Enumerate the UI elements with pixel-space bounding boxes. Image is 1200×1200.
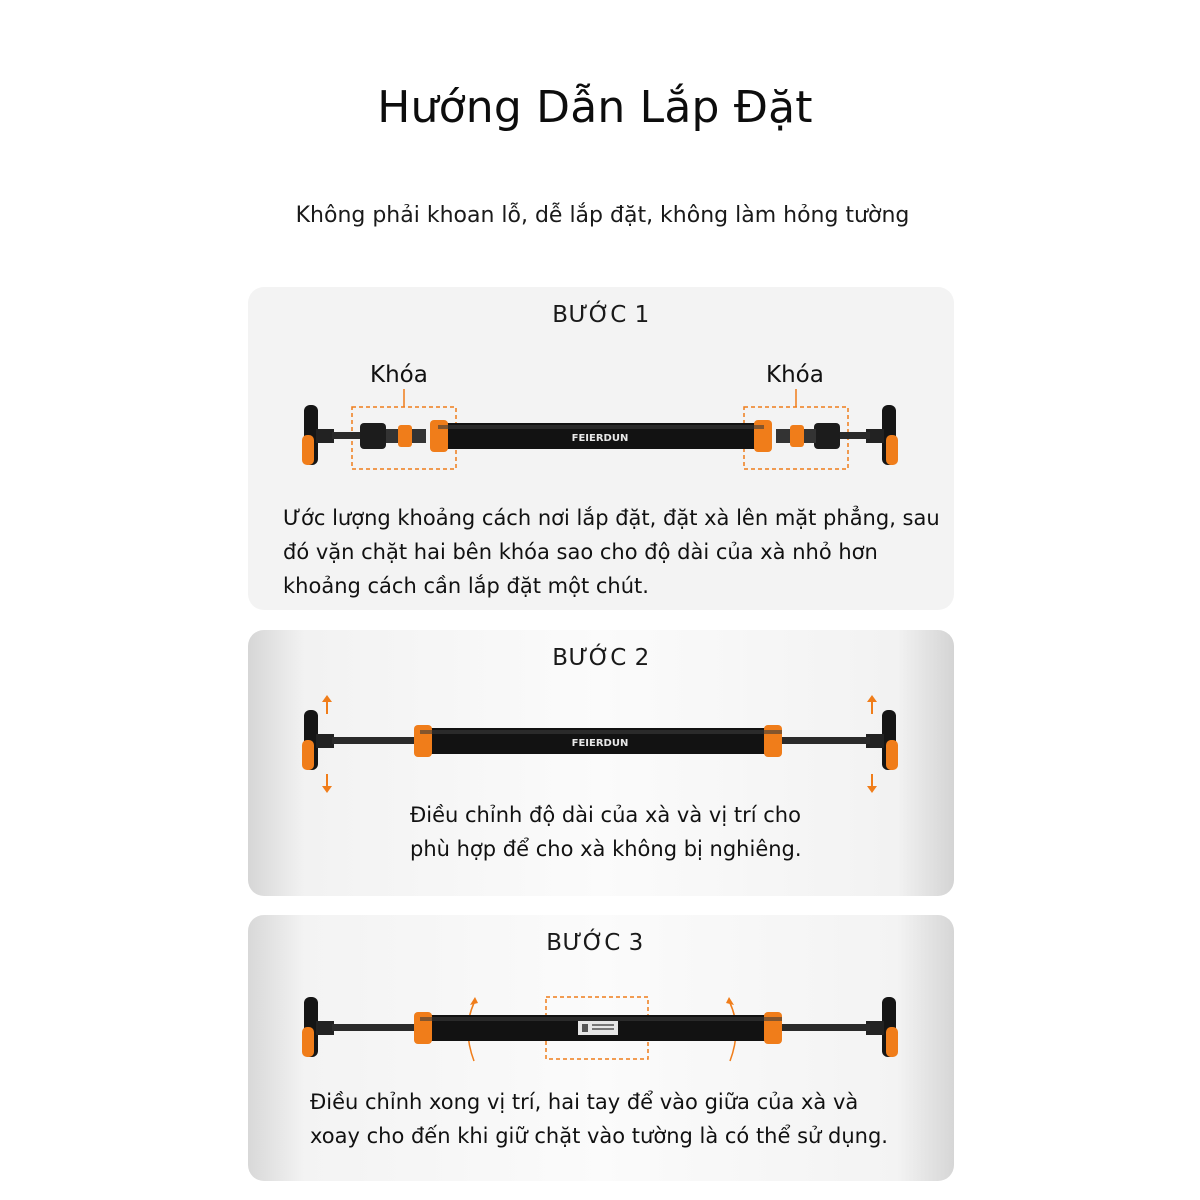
step-2-title: BƯỚC 2 bbox=[552, 645, 650, 671]
step-1-title: BƯỚC 1 bbox=[552, 302, 650, 328]
step-3-title: BƯỚC 3 bbox=[546, 930, 644, 956]
bar-logo: FEIERDUN bbox=[571, 433, 629, 444]
pull-up-bar-step-2 bbox=[248, 692, 954, 802]
step-2-description-line-1: Điều chỉnh độ dài của xà và vị trí cho bbox=[410, 803, 801, 827]
page-title: Hướng Dẫn Lắp Đặt bbox=[377, 82, 813, 133]
suction-pad-left bbox=[302, 405, 334, 465]
suction-pad-right bbox=[866, 405, 898, 465]
step-2-description bbox=[410, 798, 802, 866]
arrow-down-right-icon bbox=[867, 774, 877, 793]
page-subtitle: Không phải khoan lỗ, dễ lắp đặt, không làm hỏng tường bbox=[295, 203, 910, 228]
arrow-up-left-icon bbox=[322, 695, 332, 714]
suction-pad-right bbox=[866, 710, 898, 770]
step-1-description: Ước lượng khoảng cách nơi lắp đặt, đặt xà lên mặt phẳng, sau đó vặn chặt hai bên khóa sao cho độ dài của xà nhỏ hơn khoảng cách cần lắp đặt một chút. bbox=[283, 506, 940, 598]
suction-pad-left bbox=[302, 710, 334, 770]
step-3-description bbox=[310, 1085, 888, 1153]
step-2-description-line-2: phù hợp để cho xà không bị nghiêng. bbox=[410, 837, 802, 861]
arrow-up-right-icon bbox=[867, 695, 877, 714]
suction-pad-right bbox=[866, 997, 898, 1057]
step-3-description-line-1: Điều chỉnh xong vị trí, hai tay để vào giữa của xà và bbox=[310, 1090, 859, 1114]
pull-up-bar-step-1 bbox=[248, 387, 954, 477]
step-3-description-line-2: xoay cho đến khi giữ chặt vào tường là có thể sử dụng. bbox=[310, 1124, 888, 1148]
lock-label-right: Khóa bbox=[766, 362, 824, 388]
lock-label-left: Khóa bbox=[370, 362, 428, 388]
suction-pad-left bbox=[302, 997, 334, 1057]
step-1-card bbox=[248, 287, 954, 610]
pull-up-bar-step-3 bbox=[248, 985, 954, 1085]
bar-logo: FEIERDUN bbox=[571, 738, 629, 749]
arrow-down-left-icon bbox=[322, 774, 332, 793]
step-2-card bbox=[248, 630, 954, 896]
step-3-card bbox=[248, 915, 954, 1181]
